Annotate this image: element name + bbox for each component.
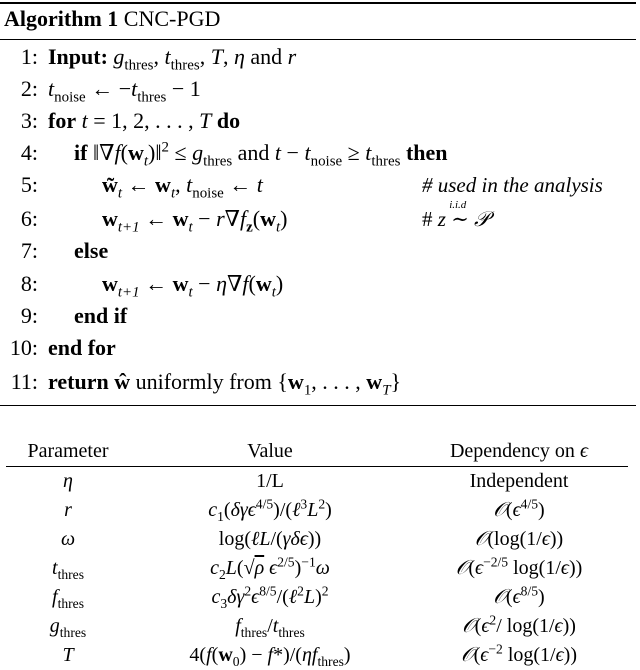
line-code: if $‖\nabla f(w_t)‖^2 \le g_{thres}$ and $t - t_{noise} \ge t_{thres}$ then bbox=[74, 139, 448, 170]
table-row bbox=[6, 525, 628, 554]
line-number: 8: bbox=[20, 271, 38, 296]
line-comment: # used in the analysis bbox=[422, 173, 603, 197]
line-code: else bbox=[74, 238, 109, 263]
column-header: Parameter bbox=[6, 436, 130, 467]
dependency-cell: $𝒪(\epsilon^{4/5})$ bbox=[493, 496, 545, 521]
line-number: 10: bbox=[9, 335, 38, 360]
dependency-cell: $𝒪(\epsilon^{-2/5}$ log(1/ϵ)) bbox=[455, 554, 583, 579]
column-header: Value bbox=[130, 436, 410, 467]
dependency-cell: $𝒪(\epsilon^2/$ log(1/ϵ)) bbox=[462, 612, 576, 637]
line-code: $w_{t+1}$ ← $w_t - \eta\nabla f(w_t)$ bbox=[102, 271, 284, 301]
value-cell: $c_1(\delta\gamma\epsilon^{4/5})/(\ell^3L^2)$ bbox=[208, 496, 332, 524]
value-cell: $c_2L(√\rho$ $\epsilon^{2/5})^{-1}\omega$ bbox=[210, 554, 330, 582]
column-header: Dependency on ϵ bbox=[410, 436, 628, 467]
line-number: 9: bbox=[20, 303, 38, 328]
algorithm-label: Algorithm 1 bbox=[4, 6, 119, 31]
dependency-cell: $𝒪(\epsilon^{-2}$ log(1/ϵ)) bbox=[461, 641, 577, 666]
line-code: Input: $g_{thres}$, $t_{thres}$, T, η and r bbox=[48, 44, 297, 74]
param-cell: r bbox=[64, 499, 72, 521]
line-number: 5: bbox=[20, 172, 38, 197]
table-row bbox=[6, 554, 628, 583]
line-number: 2: bbox=[20, 76, 38, 101]
line-code: return ŵ uniformly from {$w_1$, . . . , $w_T$} bbox=[48, 369, 402, 399]
value-cell: $4(f(w_0) - f*)/(\eta f_{thres})$ bbox=[189, 644, 351, 669]
param-cell: T bbox=[62, 644, 74, 666]
title-rule bbox=[0, 39, 636, 40]
algorithm-title bbox=[4, 6, 220, 32]
param-cell: ω bbox=[60, 528, 76, 550]
param-cell: $t_{thres}$ bbox=[52, 557, 84, 582]
line-number: 3: bbox=[20, 108, 38, 133]
line-number: 11: bbox=[10, 369, 38, 394]
line-code: $t_{noise}$ ← $-t_{thres} - 1$ bbox=[48, 76, 201, 106]
value-cell: log(ℓL/(γδϵ)) bbox=[218, 528, 322, 550]
line-code: for t = 1, 2, . . . , T do bbox=[48, 108, 241, 133]
value-cell: 1/L bbox=[256, 470, 284, 492]
dependency-cell: Independent bbox=[469, 470, 569, 492]
line-number: 4: bbox=[20, 140, 38, 165]
dependency-cell: 𝒪(log(1/ϵ)) bbox=[474, 528, 564, 550]
value-cell: $c_3\delta\gamma^2\epsilon^{8/5}/(\ell^2L)^2$ bbox=[211, 583, 329, 611]
line-number: 1: bbox=[20, 44, 38, 69]
param-cell: $g_{thres}$ bbox=[49, 615, 87, 640]
line-code: end for bbox=[48, 335, 116, 360]
line-code: end if bbox=[74, 303, 128, 328]
param-cell: η bbox=[63, 470, 73, 492]
param-cell: $f_{thres}$ bbox=[52, 586, 84, 611]
line-code: $w̃_t$ ← $w_t$, $t_{noise}$ ← t bbox=[102, 172, 263, 202]
table-row bbox=[6, 612, 628, 641]
bottom-rule bbox=[0, 405, 636, 406]
table-row bbox=[6, 467, 628, 497]
table-row bbox=[6, 641, 628, 670]
table-row bbox=[6, 496, 628, 525]
line-number: 7: bbox=[20, 238, 38, 263]
dependency-cell: $𝒪(\epsilon^{8/5})$ bbox=[493, 583, 545, 608]
parameter-table bbox=[6, 436, 628, 670]
line-number: 6: bbox=[20, 206, 38, 231]
value-cell: $f_{thres}/t_{thres}$ bbox=[235, 615, 305, 640]
table-row bbox=[6, 583, 628, 612]
line-comment: # z i.i.d ∼ 𝒫 bbox=[422, 199, 490, 231]
table-header-row bbox=[6, 436, 628, 467]
algorithm-name: CNC-PGD bbox=[123, 6, 221, 31]
line-code: $w_{t+1}$ ← $w_t - r\nabla f_z(w_t)$ bbox=[102, 206, 288, 236]
top-rule bbox=[0, 2, 636, 4]
